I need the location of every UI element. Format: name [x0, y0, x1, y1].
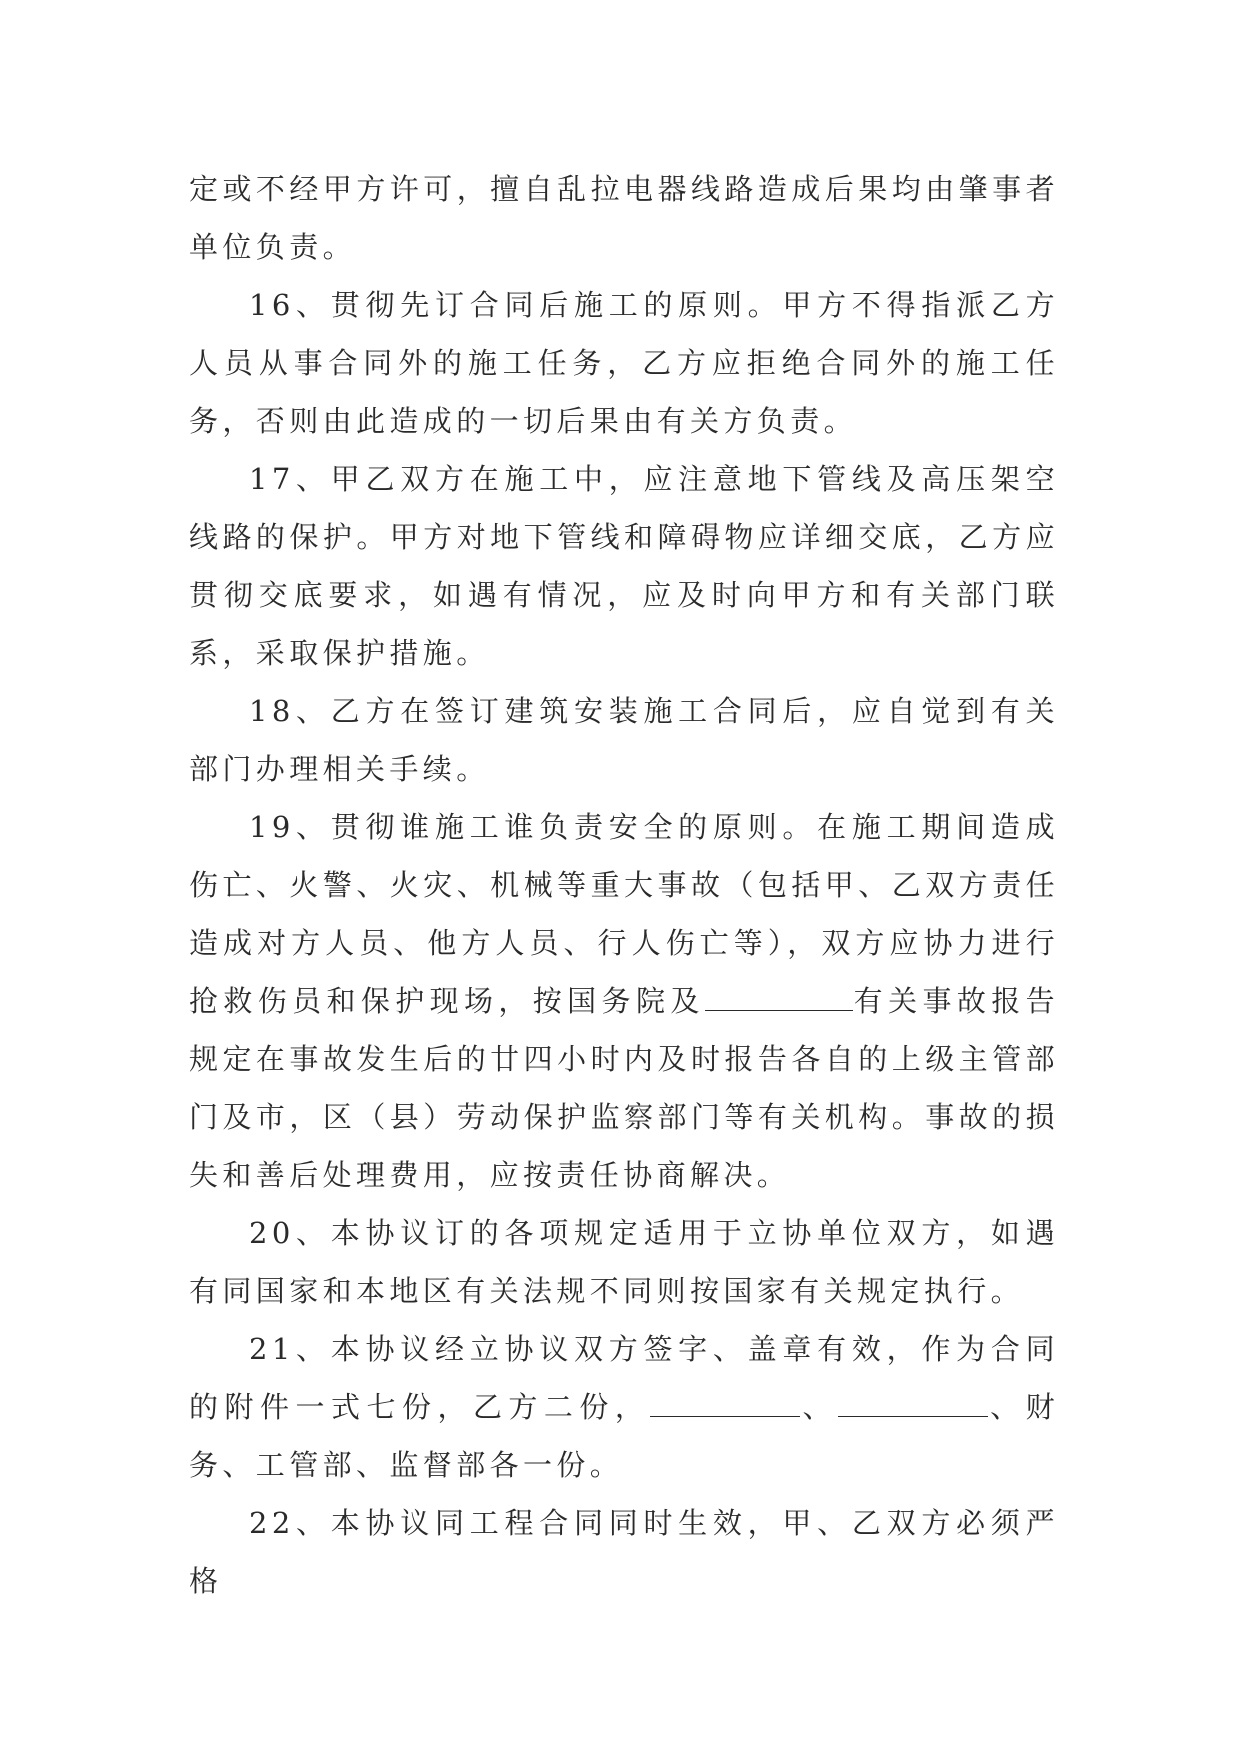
blank-line — [650, 1390, 800, 1417]
paragraph-21 — [189, 1320, 1059, 1494]
paragraph-20: 20、本协议订的各项规定适用于立协单位双方，如遇有同国家和本地区有关法规不同则按国家有关规定执行。 — [189, 1216, 1059, 1308]
paragraph-21-part-c: 、财务、工管部、监督部各一份。 — [189, 1390, 1060, 1482]
paragraph-21-part-b: 、 — [800, 1390, 839, 1424]
paragraph-19-part-a: 19、贯彻谁施工谁负责安全的原则。在施工期间造成伤亡、火警、火灾、机械等重大事故（包括甲、乙双方责任造成对方人员、他方人员、行人伤亡等），双方应协力进行抢救伤员和保护现场，按国务院及 — [189, 810, 1059, 1018]
paragraph-21-part-a: 21、本协议经立协议双方签字、盖章有效，作为合同的附件一式七份，乙方二份， — [189, 1332, 1059, 1424]
paragraph-22: 22、本协议同工程合同同时生效，甲、乙双方必须严格 — [189, 1506, 1059, 1598]
paragraph-17: 17、甲乙双方在施工中，应注意地下管线及高压架空线路的保护。甲方对地下管线和障碍物应详细交底，乙方应贯彻交底要求，如遇有情况，应及时向甲方和有关部门联系，采取保护措施。 — [189, 462, 1059, 670]
document-body — [189, 160, 1059, 1610]
paragraph-19 — [189, 798, 1059, 1204]
paragraph-19-part-b: 有关事故报告规定在事故发生后的廿四小时内及时报告各自的上级主管部门及市，区（县）劳动保护监察部门等有关机构。事故的损失和善后处理费用，应按责任协商解决。 — [189, 984, 1059, 1192]
blank-line — [838, 1390, 988, 1417]
paragraph-16: 16、贯彻先订合同后施工的原则。甲方不得指派乙方人员从事合同外的施工任务，乙方应拒绝合同外的施工任务，否则由此造成的一切后果由有关方负责。 — [189, 288, 1059, 438]
paragraph-continued: 定或不经甲方许可，擅自乱拉电器线路造成后果均由肇事者单位负责。 — [189, 172, 1059, 264]
blank-line — [705, 984, 853, 1011]
paragraph-18: 18、乙方在签订建筑安装施工合同后，应自觉到有关部门办理相关手续。 — [189, 694, 1059, 786]
